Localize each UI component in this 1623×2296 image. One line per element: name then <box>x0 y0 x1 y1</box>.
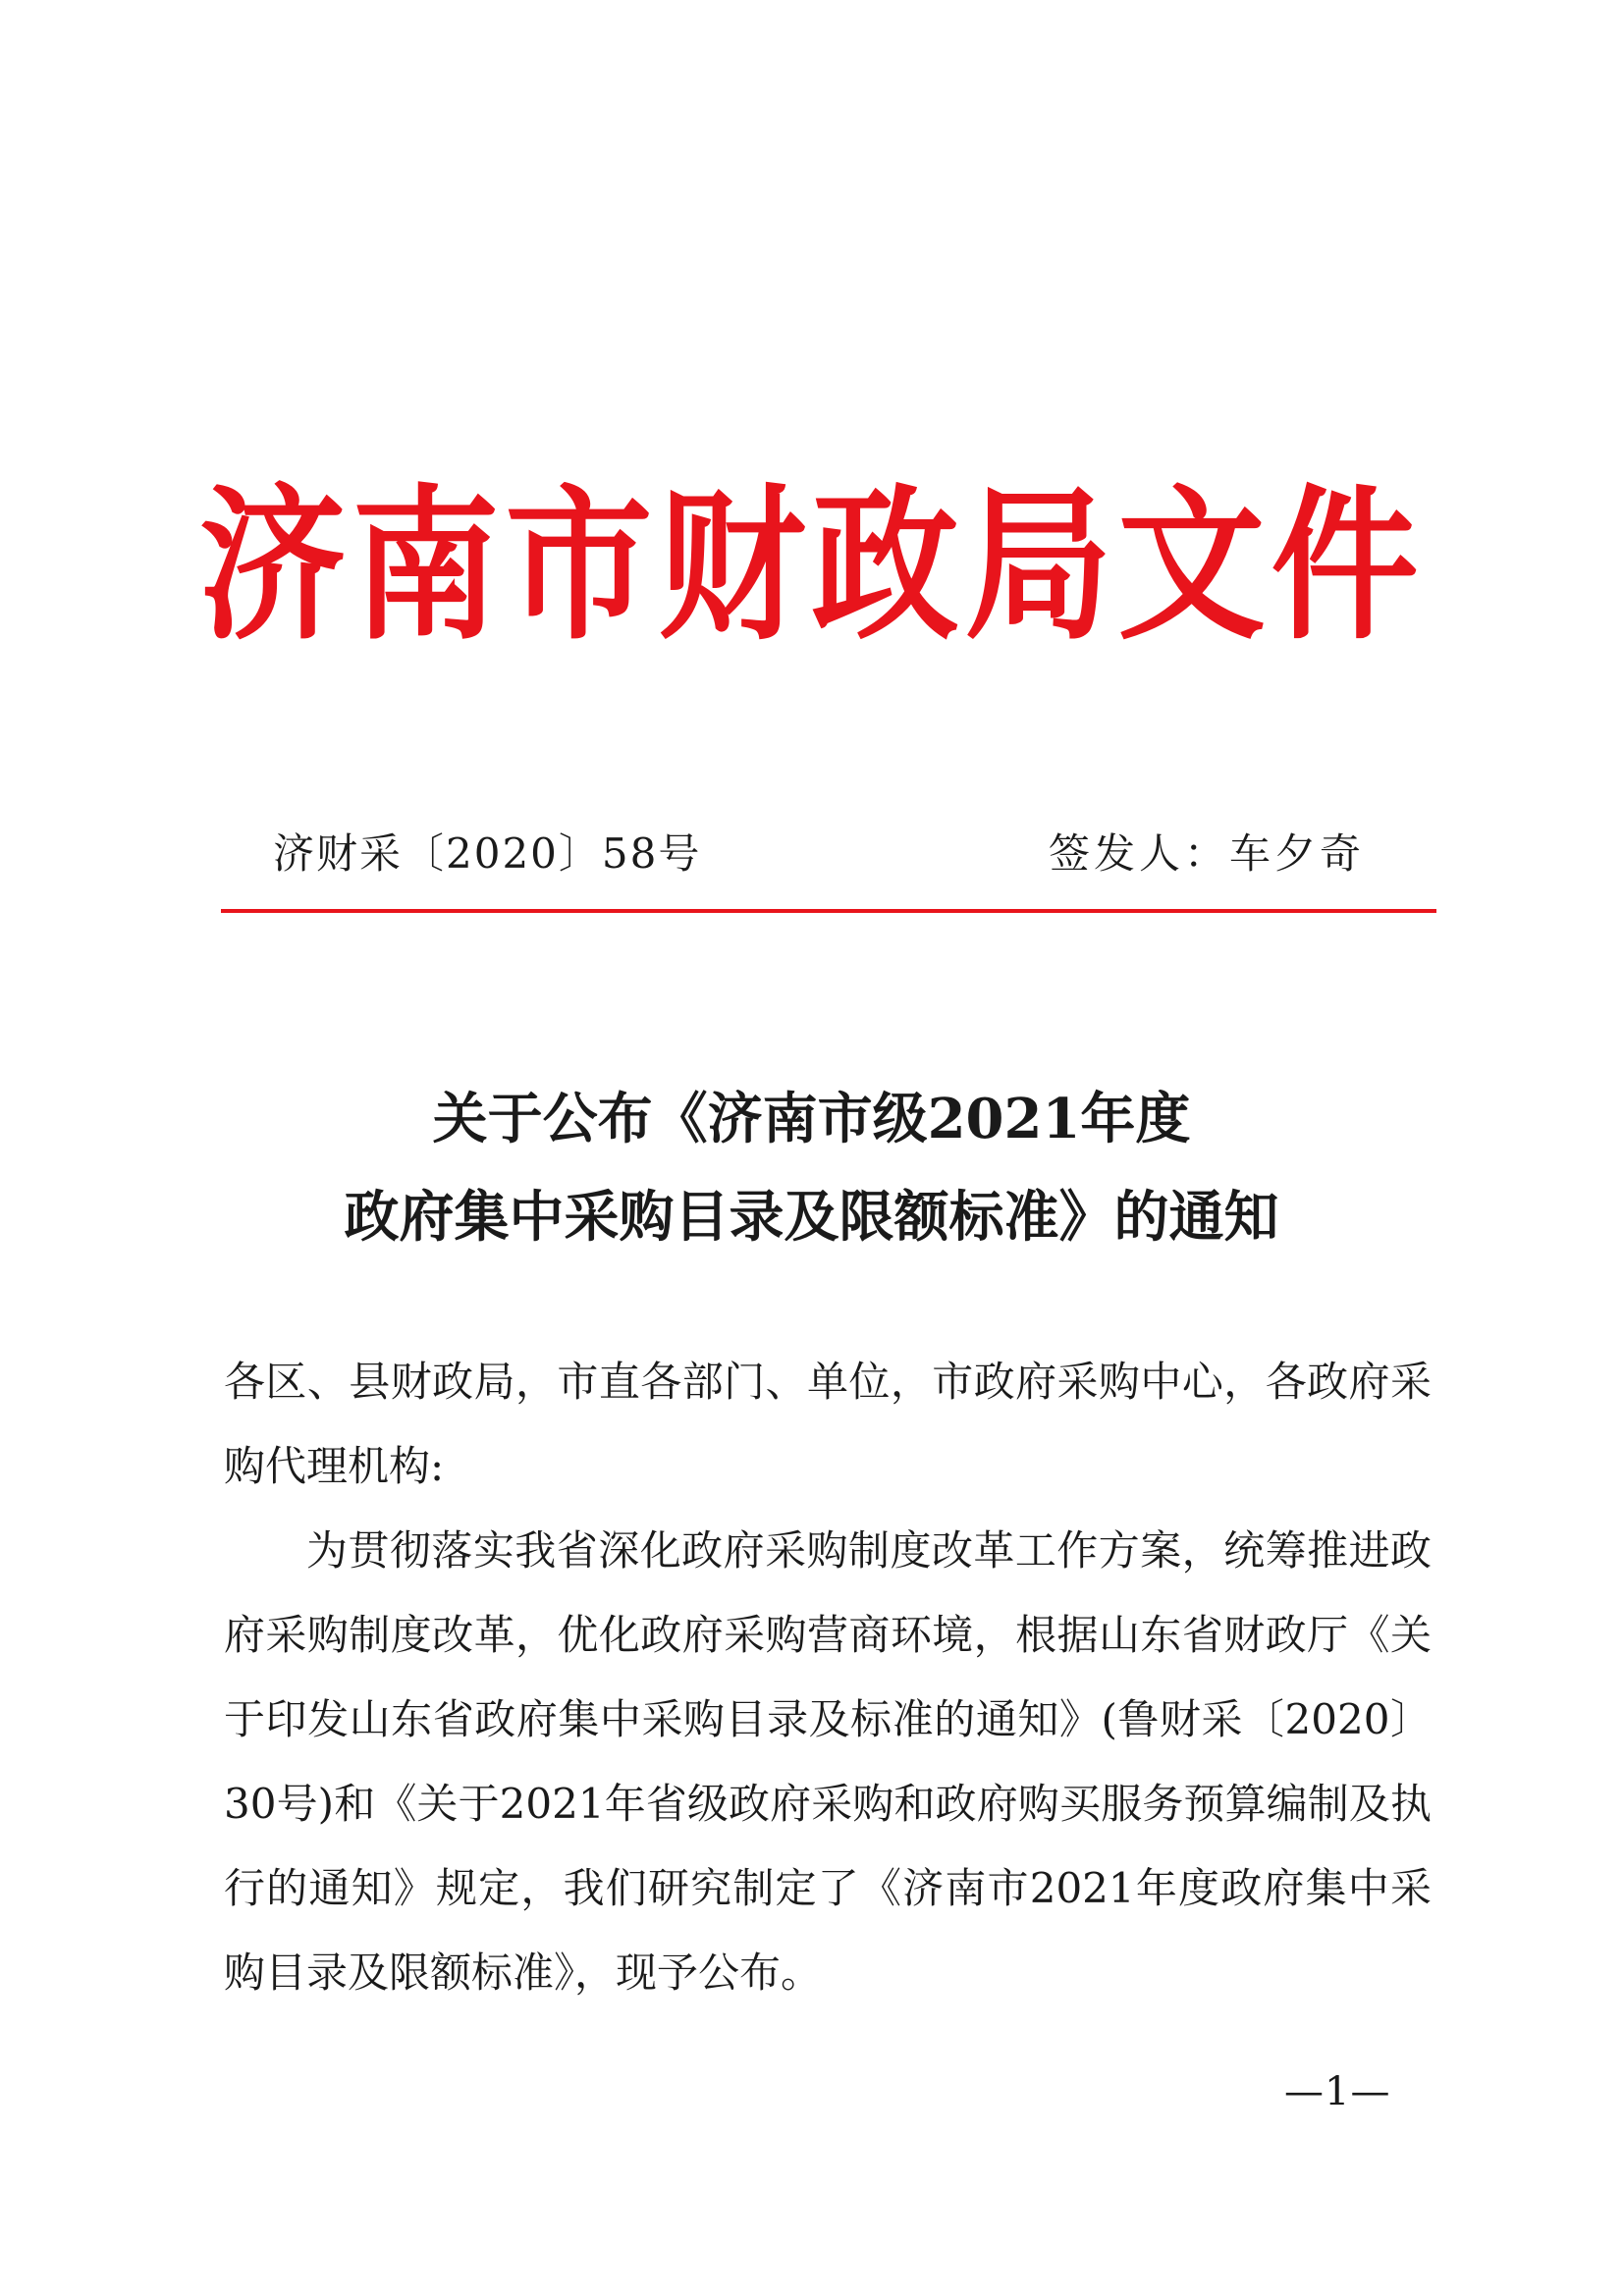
notice-title-line-2: 政府集中采购目录及限额标准》的通知 <box>344 1185 1279 1250</box>
masthead-title: 济南市财政局文件 <box>198 468 1425 663</box>
notice-title-line-1: 关于公布《济南市级2021年度 <box>432 1087 1191 1151</box>
salutation: 各区、县财政局，市直各部门、单位，市政府采购中心，各政府采购代理机构: <box>224 1358 1432 1490</box>
signer: 签发人：车夕奇 <box>1048 829 1365 878</box>
body-paragraph: 为贯彻落实我省深化政府采购制度改革工作方案，统筹推进政府采购制度改革，优化政府采购营商环境，根据山东省财政厅《关于印发山东省政府集中采购目录及标准的通知》(鲁财采〔2020〕30号)和《关于2021年省级政府采购和政府购买服务预算编制及执行的通知》规定，我们研究制定了《济南市2021年度政府集中采购目录及限额标准》，现予公布。 <box>224 1526 1432 1997</box>
page-number: —1— <box>1284 2069 1391 2114</box>
notice-body <box>224 1340 1432 2015</box>
document-meta <box>273 827 1375 881</box>
red-divider <box>221 909 1436 913</box>
document-number: 济财采〔2020〕58号 <box>273 829 702 878</box>
notice-title <box>0 1070 1623 1266</box>
